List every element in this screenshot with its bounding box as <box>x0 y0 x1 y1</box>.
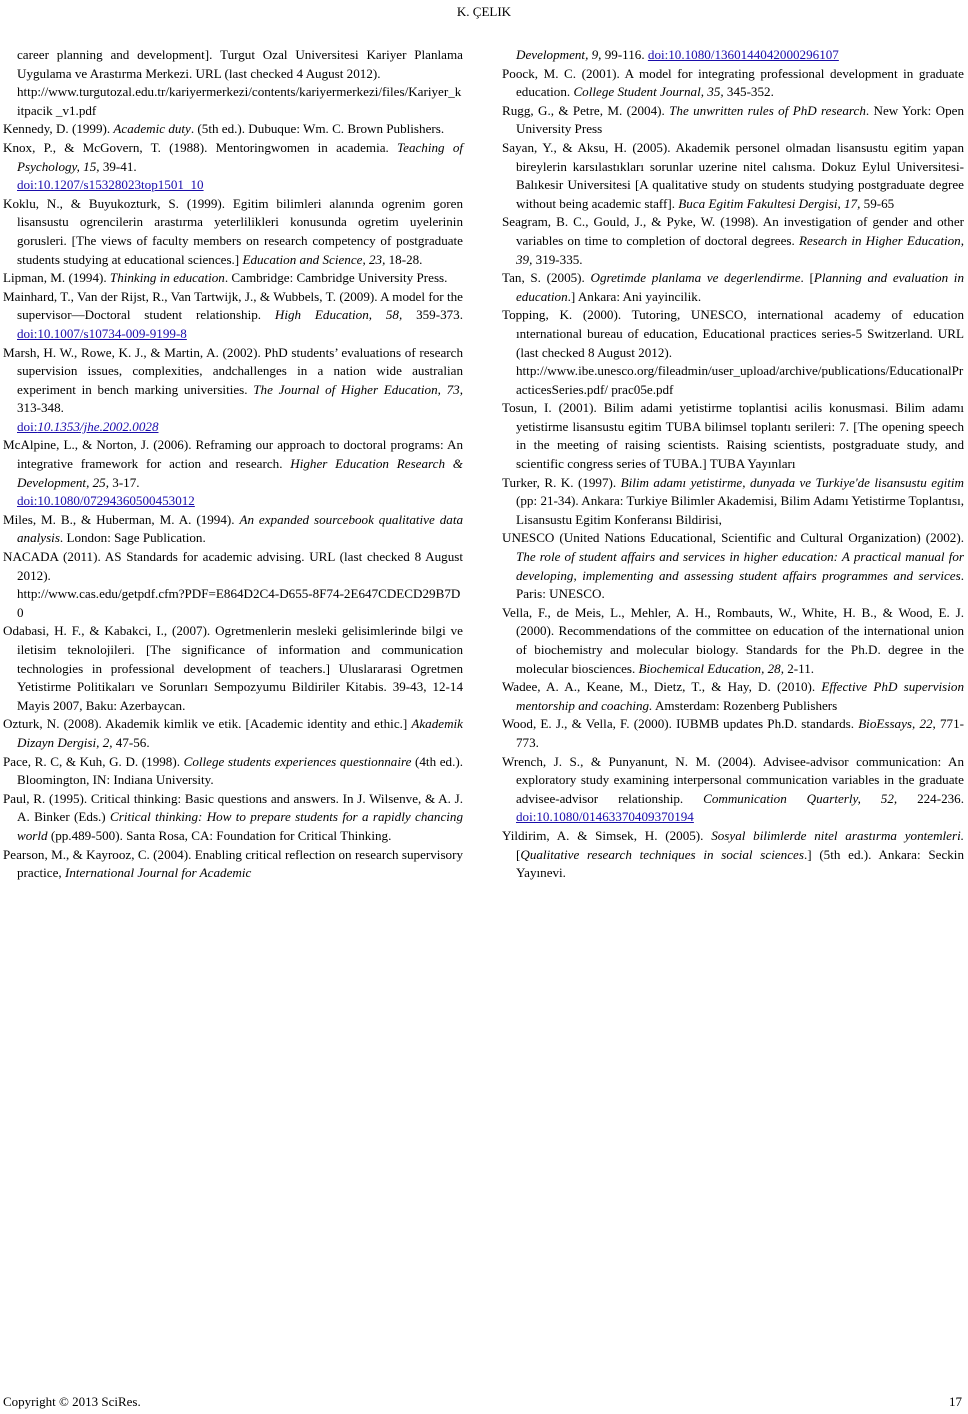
reference-text: [ <box>516 846 521 862</box>
reference-entry <box>502 46 964 65</box>
doi-link[interactable]: 10.1353/jhe.2002.0028 <box>37 418 159 434</box>
reference-entry <box>3 511 463 548</box>
reference-text: Pace, R. C, & Kuh, G. D. (1998). <box>3 753 184 769</box>
reference-entry <box>3 269 463 288</box>
reference-entry <box>3 46 463 83</box>
reference-entry <box>502 139 964 213</box>
reference-text: 359-373. <box>402 307 463 323</box>
reference-text: Paul, R. (1995). Critical thinking: Basic questions and answers. In J. Wilsenve, & A. J. A. Binker (Eds.) <box>3 790 463 825</box>
reference-text: Mainhard, T., Van der Rijst, R., Van Tartwijk, J., & Wubbels, T. (2009). A model for the supervisor—Doctoral student relationship. <box>3 288 463 323</box>
reference-url <box>502 362 964 399</box>
reference-entry <box>502 753 964 827</box>
italic-text: Research in Higher Education, 39, <box>516 232 964 267</box>
reference-entry <box>3 548 463 585</box>
italic-text: Communication Quarterly, 52, <box>703 790 898 806</box>
reference-text: Koklu, N., & Buyukozturk, S. (1999). Egitim bilimleri alanında ogrenim goren lisansustu ogrencilerin arastırma yeterlilikleri konusunda ogretim uyelerinin gorusleri. [The views of faculty members on research competency of postgraduate students studying at educational sciences.] <box>3 195 463 267</box>
reference-text: . [ <box>800 270 814 286</box>
reference-text: Topping, K. (2000). Tutoring, UNESCO, international academy of education ınternational bureau of education, Educational practices series-5 Switzerland. URL (last checked 8 August 2012). <box>502 307 964 360</box>
reference-url <box>3 492 463 511</box>
running-head: K. ÇELIK <box>456 4 512 19</box>
page-footer <box>3 1394 962 1410</box>
reference-entry <box>502 102 964 139</box>
reference-entry <box>3 344 463 418</box>
reference-entry <box>502 399 964 473</box>
reference-text: Marsh, H. W., Rowe, K. J., & Martin, A. (2002). PhD students’ evaluations of research supervision issues, complexities, andchallenges in a nation wide australian experiment in bench marking universities. <box>3 344 463 397</box>
reference-list-right <box>502 46 964 883</box>
reference-text: http://www.turgutozal.edu.tr/kariyermerkezi/contents/kariyermerkezi/files/Kariyer_kitpacik _v1.pdf <box>17 84 462 118</box>
reference-text: Poock, M. C. (2001). A model for integrating professional development in graduate education. <box>502 65 964 100</box>
reference-text: Lipman, M. (1994). <box>3 270 110 286</box>
doi-link[interactable]: doi:10.1080/01463370409370194 <box>516 809 694 825</box>
reference-entry <box>3 715 463 752</box>
reference-text: 99-116. <box>601 47 648 62</box>
reference-text: Vella, F., de Meis, L., Mehler, A. H., Rombauts, W., White, H. B., & Wood, E. J. (2000). Recommendations of the committee on education of the international union of biochemistry and molecular biology. Standards for the Ph.D. degree in the molecular biosciences. <box>502 604 964 676</box>
italic-text: Biochemical Education, 28, <box>638 660 784 676</box>
reference-text: . (5th ed.). Dubuque: Wm. C. Brown Publishers. <box>190 121 445 137</box>
italic-text: Buca Egitim Fakultesi Dergisi, 17, <box>678 195 861 211</box>
reference-text: career planning and development]. Turgut Ozal Universitesi Kariyer Planlama Uygulama ve Arastırma Merkezi. URL (last checked 4 August 2012). <box>17 47 463 81</box>
reference-text: 319-335. <box>532 251 583 267</box>
italic-text: Akademik Dizayn Dergisi, 2, <box>17 716 463 750</box>
italic-text: Qualitative research techniques in social sciences <box>520 846 804 862</box>
reference-list-left <box>3 46 463 883</box>
reference-entry <box>3 288 463 344</box>
italic-text: The role of student affairs and services in higher education: A practical manual for developing, implementing and assessing student affairs programmes and services <box>516 549 964 583</box>
reference-text: (pp: 21-34). Ankara: Turkiye Bilimler Akademisi, Bilim Adamı Yetistirme Toplantısı, Lisansustu Egitim Konferansı Bildirisi, <box>516 493 964 527</box>
reference-text: Sayan, Y., & Aksu, H. (2005). Akademik personel olmadan lisansustu egitim yapan bireylerin karsılastıkları sorunlar uzerine nitel calısma. Dokuz Eylul Universitesi-Balıkesir Universitesi [A qualitative study on students studying postgraduate degree without being academic staff]. <box>502 139 964 211</box>
reference-text: Pearson, M., & Kayrooz, C. (2004). Enabling critical reflection on research supervisory practice, <box>3 846 463 881</box>
reference-text: NACADA (2011). AS Standards for academic advising. URL (last checked 8 August 2012). <box>3 549 463 583</box>
reference-text: 224-236. <box>897 790 964 806</box>
reference-text: http://www.ibe.unesco.org/fileadmin/user_upload/archive/publications/EducationalPracticesSeries.pdf/ prac05e.pdf <box>516 363 964 397</box>
reference-entry <box>3 195 463 269</box>
reference-text: Amsterdam: Rozenberg Publishers <box>652 697 838 713</box>
reference-entry <box>502 474 964 530</box>
italic-text: International Journal for Academic <box>64 865 252 881</box>
reference-entry <box>502 529 964 603</box>
italic-text: The Journal of Higher Education, 73, <box>253 381 463 397</box>
reference-entry <box>502 678 964 715</box>
reference-entry <box>502 213 964 269</box>
italic-text: The unwritten rules of PhD research <box>669 102 866 118</box>
italic-text: Effective PhD supervision mentorship and coaching. <box>516 679 965 713</box>
reference-entry <box>502 306 964 362</box>
reference-text: 47-56. <box>112 734 150 750</box>
reference-url <box>3 585 463 622</box>
reference-text: Wood, E. J., & Vella, F. (2000). IUBMB updates Ph.D. standards. <box>502 716 859 732</box>
reference-entry <box>3 436 463 492</box>
reference-text: Rugg, G., & Petre, M. (2004). <box>502 102 670 118</box>
reference-entry <box>3 120 463 139</box>
reference-entry <box>3 139 463 176</box>
reference-text: . New York: Open University Press <box>516 102 964 137</box>
doi-link[interactable]: doi:10.1080/1360144042000296107 <box>647 47 839 62</box>
reference-text: 345-352. <box>723 84 774 100</box>
reference-text: Odabasi, H. F., & Kabakci, I., (2007). Ogretmenlerin mesleki gelisimlerinde bilgi ve iletisim teknolojileri. [The significance of information and communication technologies in professional development of teachers.] Uluslararasi Ogretmen Yetistirme Politikaları ve Sorunları Sempozyumu Bildiriler Kitabis. 39-43, 12-14 Mayis 2007, Baku: Azerbaycan. <box>3 623 463 713</box>
reference-text: (4th ed.). Bloomington, IN: Indiana University. <box>17 753 463 788</box>
italic-text: Planning and evaluation in education <box>516 270 964 304</box>
italic-text: Development, 9, <box>516 47 602 62</box>
italic-text: Education and Science, 23, <box>242 251 386 267</box>
reference-text: Miles, M. B., & Huberman, M. A. (1994). <box>3 511 240 527</box>
reference-url <box>3 176 463 195</box>
italic-text: Sosyal bilimlerde nitel arastırma yontemleri. <box>711 827 964 843</box>
reference-text: .] (5th ed.). Ankara: Seckin Yayınevi. <box>516 846 964 881</box>
copyright-notice: Copyright © 2013 SciRes. <box>3 1394 141 1409</box>
italic-text: Bilim adamı yetistirme, dunyada ve Turkiye'de lisansustu egitim <box>620 474 964 490</box>
reference-text: 313-348. <box>17 400 64 416</box>
reference-entry <box>3 753 463 790</box>
reference-entry <box>502 604 964 678</box>
reference-text: Wrench, J. S., & Punyanunt, N. M. (2004). Advisee-advisor communication: An exploratory study examining interpersonal communication variables in the graduate advisee-advisor relationship. <box>502 753 964 806</box>
italic-text: Higher Education Research & Development, 25, <box>17 456 463 490</box>
reference-text: Knox, P., & McGovern, T. (1988). Mentoringwomen in academia. <box>3 139 398 155</box>
reference-text: 771-773. <box>516 716 964 750</box>
page-number: 17 <box>949 1394 962 1409</box>
reference-text: Turker, R. K. (1997). <box>502 474 621 490</box>
reference-text: Yildirim, A. & Simsek, H. (2005). <box>502 827 712 843</box>
italic-text: Teaching of Psychology, 15, <box>17 139 463 174</box>
reference-entry <box>502 827 964 883</box>
reference-text: Seagram, B. C., Gould, J., & Pyke, W. (1998). An investigation of gender and other variables on time to completion of doctoral degrees. <box>502 214 964 248</box>
reference-text: Tosun, I. (2001). Bilim adami yetistirme toplantisi acilis konusmasi. Bilim adamı yetistirme lisansustu egitim TUBA bilimsel toplantı serileri: 7. [The opening speech in the meeting of raising scientists. Raising scientists, postgraduate study, and scientific congress series of TUBA.] TUBA Yayınları <box>502 400 964 472</box>
reference-text: Wadee, A. A., Keane, M., Dietz, T., & Hay, D. (2010). <box>502 679 822 695</box>
doi-link[interactable]: doi:10.1207/s15328023top1501_10 <box>17 177 204 193</box>
reference-entry <box>502 65 964 102</box>
reference-text: . London: Sage Publication. <box>59 530 206 546</box>
reference-url <box>3 83 463 120</box>
reference-text: . Paris: UNESCO. <box>516 567 964 602</box>
reference-text: .] Ankara: Ani yayincilik. <box>567 288 702 304</box>
reference-text: http://www.cas.edu/getpdf.cfm?PDF=E864D2C4-D655-8F74-2E647CDECD29B7D0 <box>17 586 461 620</box>
italic-text: Ogretimde planlama ve degerlendirme <box>590 270 801 286</box>
reference-text: . Cambridge: Cambridge University Press. <box>224 270 448 286</box>
italic-text: College students experiences questionnaire <box>183 753 412 769</box>
reference-entry <box>502 269 964 306</box>
reference-text: 39-41. <box>99 158 137 174</box>
doi-link[interactable]: doi:10.1080/07294360500453012 <box>17 493 195 509</box>
reference-text: 18-28. <box>385 251 423 267</box>
reference-text: McAlpine, L., & Norton, J. (2006). Reframing our approach to doctoral programs: An integrative framework for action and research. <box>3 437 463 472</box>
doi-link[interactable]: doi: <box>17 418 38 434</box>
reference-url <box>3 418 463 437</box>
reference-text: Kennedy, D. (1999). <box>3 121 114 137</box>
reference-text: Ozturk, N. (2008). Akademik kimlik ve etik. [Academic identity and ethic.] <box>3 716 412 732</box>
reference-text: Tan, S. (2005). <box>502 270 591 286</box>
reference-entry <box>3 622 463 715</box>
italic-text: An expanded sourcebook qualitative data analysis <box>17 511 464 546</box>
reference-text: (pp.489-500). Santa Rosa, CA: Foundation for Critical Thinking. <box>47 827 392 843</box>
reference-text: UNESCO (United Nations Educational, Scientific and Cultural Organization) (2002). <box>502 530 964 546</box>
italic-text: BioEssays, 22, <box>858 716 936 732</box>
reference-entry <box>502 715 964 752</box>
doi-link[interactable]: doi:10.1007/s10734-009-9199-8 <box>17 325 187 341</box>
italic-text: High Education, 58, <box>274 307 403 323</box>
italic-text: College Student Journal, 35, <box>573 84 724 100</box>
reference-text: 59-65 <box>860 195 895 211</box>
reference-text: 3-17. <box>109 474 140 490</box>
reference-entry <box>3 846 463 883</box>
reference-entry <box>3 790 463 846</box>
italic-text: Thinking in education <box>109 270 225 286</box>
reference-text: 2-11. <box>783 660 815 676</box>
italic-text: Critical thinking: How to prepare students for a rapidly chancing world <box>17 809 463 843</box>
italic-text: Academic duty <box>113 121 191 137</box>
